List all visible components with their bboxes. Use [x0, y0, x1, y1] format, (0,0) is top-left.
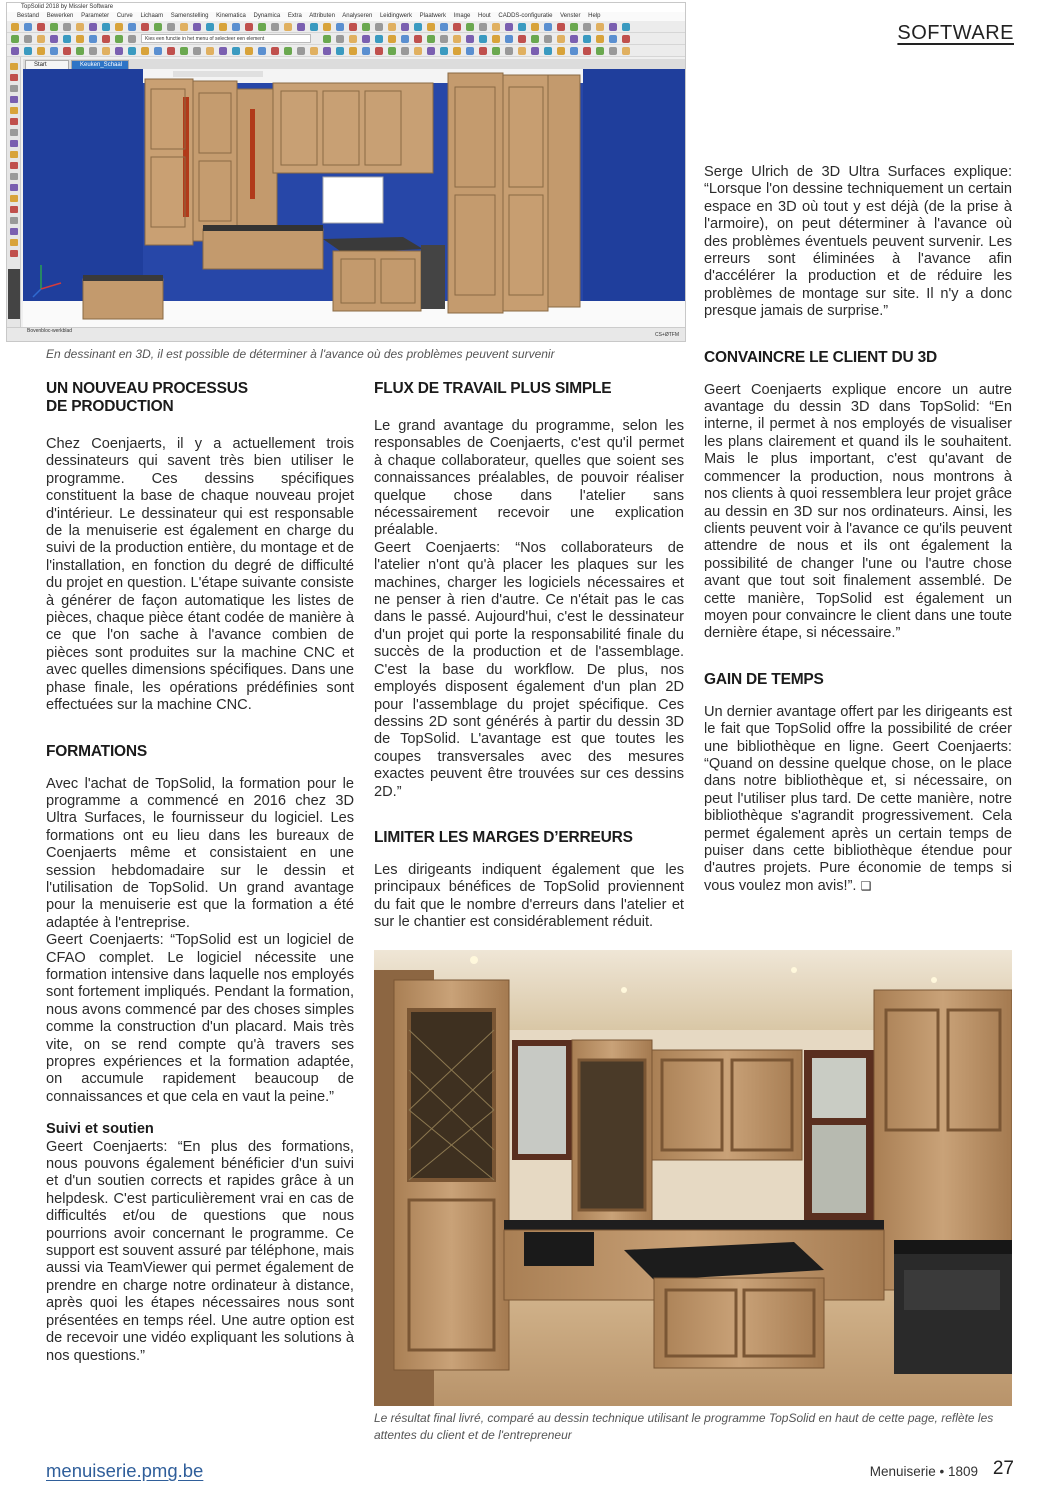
cad-menu-item: Attributen — [309, 13, 335, 19]
cad-menu-item: Samenstelling — [170, 13, 209, 19]
cad-coordinates: CS+ØTFM — [654, 332, 679, 338]
toolbar-icon — [518, 23, 526, 31]
cad-menu-item: Bestand — [17, 13, 40, 19]
toolbar-icon — [375, 47, 383, 55]
toolbar-icon — [115, 35, 123, 43]
toolbar-icon — [128, 35, 136, 43]
heading-convaincre-client: CONVAINCRE LE CLIENT DU 3D — [704, 348, 938, 366]
toolbar-icon — [232, 47, 240, 55]
toolbar-icon — [76, 47, 84, 55]
toolbar-icon — [479, 35, 487, 43]
toolbar-icon — [427, 23, 435, 31]
toolbar-icon — [50, 47, 58, 55]
cad-menu-item: Parameter — [81, 13, 110, 19]
kitchen-photo — [374, 950, 1012, 1406]
cad-menu-item: Analyseren — [342, 13, 373, 19]
cad-toolbar — [7, 45, 685, 57]
cad-toolbar — [7, 33, 685, 45]
toolbar-icon — [544, 47, 552, 55]
toolbar-icon — [193, 47, 201, 55]
toolbar-icon — [349, 35, 357, 43]
toolbar-icon — [440, 47, 448, 55]
paragraph: Avec l'achat de TopSolid, la formation pour le programme a commencé en 2016 chez 3D Ultra Surfaces, le fournisseur du logiciel. Les formations ont eu lieu dans les bureaux de Coenjaerts même et consistaient en une session hebdomadaire sur le dessin et l'utilisation de TopSolid. Un grand avantage pour la menuiserie est que la formation a été adaptée à l'entreprise. — [46, 775, 354, 931]
dock-icon — [10, 129, 18, 136]
toolbar-icon — [570, 23, 578, 31]
toolbar-icon — [401, 35, 409, 43]
toolbar-icon — [89, 35, 97, 43]
heading-nouveau-processus — [46, 380, 354, 416]
dock-icon — [10, 140, 18, 147]
footer-website-link[interactable]: menuiserie.pmg.be — [46, 1460, 204, 1481]
paragraph — [704, 704, 1012, 895]
toolbar-icon — [479, 23, 487, 31]
toolbar-icon — [37, 23, 45, 31]
cad-menu-item: Image — [453, 13, 471, 19]
toolbar-icon — [206, 23, 214, 31]
dock-icon — [10, 96, 18, 103]
toolbar-icon — [362, 47, 370, 55]
toolbar-icon — [284, 47, 292, 55]
cad-menu-item: Extra — [287, 13, 302, 19]
toolbar-icon — [466, 47, 474, 55]
paragraph: Geert Coenjaerts: “En plus des formations, nous pouvons également bénéficier d'un suivi et d'un soutien corrects et rapides grâce à un helpdesk. C'est particulièrement vrai en cas de difficultés et/ou de questions que nous pourrions avoir concernant le programme. Ce support est souvent assuré par téléphone, mais aussi via TeamViewer qui permet également de prendre en charge notre ordinateur à distance, après quoi les étapes nécessaires nous sont présentées en temps réel. Une autre option est de recevoir une vidéo expliquant les solutions à nos questions.” — [46, 1138, 354, 1364]
toolbar-icon — [219, 23, 227, 31]
dock-icon — [10, 85, 18, 92]
toolbar-icon — [440, 23, 448, 31]
toolbar-icon — [50, 23, 58, 31]
paragraph: Les dirigeants indiquent également que les principaux bénéfices de TopSolid proviennent du fait que le nombre d'erreurs dans l'atelier et sur le chantier est considérablement réduit. — [374, 861, 684, 931]
toolbar-icon — [245, 47, 253, 55]
toolbar-icon — [102, 35, 110, 43]
dock-icon — [10, 239, 18, 246]
heading-gain-temps: GAIN DE TEMPS — [704, 670, 824, 688]
cad-screenshot — [6, 2, 686, 342]
caption-photo: Le résultat final livré, comparé au dessin technique utilisant le programme TopSolid en haut de cette page, reflète les attentes du client et de l'entrepreneur — [374, 1411, 994, 1442]
heading-formations: FORMATIONS — [46, 742, 148, 760]
dock-icon — [10, 173, 18, 180]
toolbar-icon — [180, 47, 188, 55]
footer-page-number: 27 — [992, 1458, 1014, 1479]
toolbar-icon — [323, 35, 331, 43]
toolbar-icon — [518, 35, 526, 43]
toolbar-icon — [375, 23, 383, 31]
toolbar-icon — [271, 23, 279, 31]
toolbar-icon — [24, 35, 32, 43]
toolbar-icon — [414, 23, 422, 31]
toolbar-icon — [557, 35, 565, 43]
toolbar-icon — [505, 47, 513, 55]
toolbar-icon — [531, 47, 539, 55]
dock-icon — [10, 107, 18, 114]
toolbar-icon — [596, 47, 604, 55]
toolbar-icon — [349, 47, 357, 55]
toolbar-icon — [583, 47, 591, 55]
cad-menu-item: Help — [588, 13, 601, 19]
footer-magazine-issue: Menuiserie • 1809 — [869, 1464, 978, 1479]
cad-window-title: TopSolid 2018 by Missler Software — [7, 3, 685, 12]
toolbar-icon — [310, 23, 318, 31]
toolbar-icon — [466, 35, 474, 43]
cad-tabs — [23, 59, 685, 69]
toolbar-icon — [349, 23, 357, 31]
toolbar-icon — [388, 35, 396, 43]
dock-icon — [10, 195, 18, 202]
heading-limiter-erreurs: LIMITER LES MARGES D’ERREURS — [374, 828, 633, 846]
toolbar-icon — [492, 47, 500, 55]
toolbar-icon — [609, 23, 617, 31]
dock-icon — [10, 217, 18, 224]
toolbar-icon — [401, 23, 409, 31]
cad-menu-item: Lichaam — [140, 13, 164, 19]
toolbar-icon — [141, 23, 149, 31]
toolbar-icon — [505, 35, 513, 43]
toolbar-icon — [622, 47, 630, 55]
paragraph: Chez Coenjaerts, il y a actuellement trois dessinateurs qui savent très bien utiliser le programme. Ces dessins spécifiques constituent la base de chaque nouveau projet d'intérieur. Le dessinateur qui est responsable de la menuiserie est également en charge du suivi de la production entière, du montage et de l'installation, en fonction du degré de difficulté du projet en question. L'étape suivante consiste à générer de façon automatique les listes de pièces, chaque pièce étant codée de manière à ce que l'on sache à l'avance combien de pièces sont produites sur la machine CNC et avec quelles dimensions spécifiques. Dans une phase finale, les opérations prédéfinies sont effectuées sur la machine CNC. — [46, 436, 354, 714]
toolbar-icon — [609, 47, 617, 55]
toolbar-icon — [362, 23, 370, 31]
toolbar-icon — [453, 23, 461, 31]
toolbar-icon — [24, 23, 32, 31]
toolbar-icon — [609, 35, 617, 43]
dock-icon — [10, 184, 18, 191]
toolbar-icon — [388, 47, 396, 55]
toolbar-icon — [466, 23, 474, 31]
toolbar-icon — [453, 35, 461, 43]
toolbar-icon — [544, 23, 552, 31]
cad-kitchen-model — [23, 69, 685, 327]
paragraph-text: Un dernier avantage offert par les dirigeants est le fait que TopSolid offre la possibilité de créer une bibliothèque en ligne. Geert Coenjaerts: “Quand on dessine quelque chose, on le place dans notre bibliothèque et, si nécessaire, on peut l'utiliser plus tard. De cette manière, notre bibliothèque s'agrandit progressivement. Cela permet également après un certain temps de puiser dans cette bibliothèque étendue pour d'autres projets. Pure économie de temps si vous voulez mon avis!”. — [704, 703, 1013, 894]
paragraph: Geert Coenjaerts explique encore un autre avantage du dessin 3D dans TopSolid: “En interne, il permet à nos employés de visualiser les plans clairement et quand ils le souhaitent. Mais le plus important, c'est qu'avant de commencer la production, nous montrons à nos clients à quoi ressemblera leur projet grâce au dessin en 3D sur nos ordinateurs. Ainsi, les clients peuvent voir à l'avance ce qu'ils peuvent attendre de nous et ils ont également la possibilité de changer l'une ou l'autre chose avant que tout soit finalement assemblé. De cette manière, TopSolid est également un moyen pour convaincre le client dans une toute dernière étape, si nécessaire.” — [704, 381, 1012, 642]
toolbar-icon — [271, 47, 279, 55]
toolbar-icon — [11, 35, 19, 43]
paragraph: Le grand avantage du programme, selon les responsables de Coenjaerts, c'est qu'il permet à chaque collaborateur, quelles que soient ses connaissances préalables, de pouvoir réaliser quelque chose dans l'atelier sans nécessairement recevoir une explication préalable. — [374, 418, 684, 539]
heading-flux-travail: FLUX DE TRAVAIL PLUS SIMPLE — [374, 380, 612, 397]
kitchen-photo-illustration — [374, 950, 1012, 1406]
toolbar-icon — [362, 35, 370, 43]
cad-tab-document: Keuken_Schaal — [71, 60, 129, 69]
dock-icon — [10, 74, 18, 81]
toolbar-icon — [401, 47, 409, 55]
toolbar-icon — [89, 23, 97, 31]
cad-left-dock — [7, 57, 21, 327]
toolbar-icon — [336, 47, 344, 55]
dock-icon — [10, 228, 18, 235]
toolbar-icon — [492, 35, 500, 43]
toolbar-icon — [11, 23, 19, 31]
toolbar-icon — [50, 35, 58, 43]
dock-icon — [10, 151, 18, 158]
section-label: SOFTWARE — [897, 22, 1014, 44]
cad-statusbar — [7, 327, 685, 341]
toolbar-icon — [414, 47, 422, 55]
caption-cad: En dessinant en 3D, il est possible de déterminer à l'avance où des problèmes peuvent survenir — [46, 347, 555, 361]
toolbar-icon — [297, 23, 305, 31]
toolbar-icon — [63, 35, 71, 43]
paragraph: Geert Coenjaerts: “TopSolid est un logiciel de CFAO complet. Le logiciel nécessite une formation intensive dans laquelle nos employés sont fortement impliqués. Pendant la formation, nous avons commencé par des choses simples comme la construction d'un placard. Mais très vite, on se rend compte qu'à travers ses propres expériences et la formation adaptée, on accumule rapidement beaucoup de connaissances et que cela en vaut la peine.” — [46, 932, 354, 1105]
toolbar-icon — [440, 35, 448, 43]
toolbar-icon — [245, 23, 253, 31]
cad-toolbar — [7, 21, 685, 33]
toolbar-icon — [284, 23, 292, 31]
toolbar-icon — [154, 23, 162, 31]
toolbar-icon — [154, 47, 162, 55]
toolbar-icon — [596, 23, 604, 31]
dock-icon — [10, 206, 18, 213]
dock-icon — [10, 63, 18, 70]
toolbar-icon — [115, 47, 123, 55]
toolbar-icon — [141, 47, 149, 55]
dock-icon — [10, 250, 18, 257]
toolbar-icon — [76, 35, 84, 43]
end-mark: ❑ — [860, 878, 872, 893]
toolbar-icon — [518, 47, 526, 55]
toolbar-icon — [622, 35, 630, 43]
dock-icon — [10, 162, 18, 169]
toolbar-icon — [622, 23, 630, 31]
toolbar-icon — [570, 47, 578, 55]
toolbar-icon — [557, 23, 565, 31]
toolbar-icon — [232, 23, 240, 31]
cad-pages-label: Bovenbloc-werkblad — [27, 328, 73, 334]
toolbar-icon — [388, 23, 396, 31]
cad-menubar — [7, 12, 685, 21]
toolbar-icon — [570, 35, 578, 43]
cad-vertical-tab — [8, 269, 20, 319]
toolbar-icon — [414, 35, 422, 43]
toolbar-icon — [89, 47, 97, 55]
cad-menu-item: Hout — [478, 13, 491, 19]
toolbar-icon — [336, 23, 344, 31]
cad-menu-item: Venster — [560, 13, 581, 19]
toolbar-icon — [557, 47, 565, 55]
toolbar-icon — [167, 23, 175, 31]
toolbar-icon — [167, 47, 175, 55]
toolbar-icon — [206, 47, 214, 55]
toolbar-icon — [375, 35, 383, 43]
toolbar-icon — [323, 47, 331, 55]
toolbar-icon — [583, 23, 591, 31]
toolbar-icon — [128, 47, 136, 55]
toolbar-icon — [193, 23, 201, 31]
toolbar-icon — [219, 47, 227, 55]
toolbar-icon — [37, 47, 45, 55]
toolbar-icon — [37, 35, 45, 43]
toolbar-icon — [102, 47, 110, 55]
cad-menu-item: Plaatwerk — [419, 13, 447, 19]
toolbar-icon — [544, 35, 552, 43]
column-3 — [704, 164, 1012, 895]
cad-tab-start-page: Start — [25, 60, 69, 69]
dock-icon — [10, 118, 18, 125]
toolbar-icon — [11, 47, 19, 55]
cad-menu-item: Dynamica — [253, 13, 281, 19]
toolbar-icon — [63, 23, 71, 31]
toolbar-icon — [531, 23, 539, 31]
toolbar-icon — [336, 35, 344, 43]
toolbar-icon — [297, 47, 305, 55]
toolbar-icon — [258, 47, 266, 55]
cad-menu-item: CADDS-configuratie — [498, 13, 553, 19]
toolbar-icon — [115, 23, 123, 31]
toolbar-icon — [596, 35, 604, 43]
cad-viewport — [23, 69, 685, 327]
cad-command-prompt: Kies een functie in het menu of selecteer een element — [141, 34, 311, 43]
toolbar-icon — [453, 47, 461, 55]
paragraph: Geert Coenjaerts: “Nos collaborateurs de l'atelier n'ont qu'à placer les plaques sur les machines, charger les logiciels nécessaires et ne penser à rien d'autre. Ce n'était pas le cas dans le passé. Aujourd'hui, c'est le dessinateur d'un projet qui porte la responsabilité finale du succès de la production et de l'assemblage. C'est la base du workflow. De plus, nos employés disposent également d'un plan 2D pour l'assemblage du projet spécifique. Ces dessins 2D sont générés à partir du dessin 3D de TopSolid. L'avantage est que toutes les coupes transversales avec des mesures exactes peuvent être trouvées sur ces dessins 2D.” — [374, 539, 684, 800]
toolbar-icon — [180, 23, 188, 31]
heading-line: UN NOUVEAU PROCESSUS — [46, 380, 248, 397]
toolbar-icon — [63, 47, 71, 55]
heading-line: DE PRODUCTION — [46, 398, 174, 415]
cad-menu-item: Curve — [116, 13, 133, 19]
toolbar-icon — [427, 35, 435, 43]
toolbar-icon — [531, 35, 539, 43]
toolbar-icon — [258, 23, 266, 31]
toolbar-icon — [323, 23, 331, 31]
toolbar-icon — [310, 47, 318, 55]
column-2 — [374, 380, 684, 932]
toolbar-icon — [128, 23, 136, 31]
toolbar-icon — [505, 23, 513, 31]
toolbar-icon — [479, 47, 487, 55]
toolbar-icon — [76, 23, 84, 31]
paragraph: Serge Ulrich de 3D Ultra Surfaces explique: “Lorsque l'on dessine techniquement un certain espace en 3D où tout y est déjà (de la prise à l'armoire), on peut déterminer à l'avance où des problèmes éventuels peuvent survenir. Les erreurs sont éliminées à l'avance afin d'accélérer la production et de réduire les problèmes de montage sur site. Il n'y a donc presque jamais de surprise.” — [704, 164, 1012, 320]
cad-menu-item: Kinematica — [216, 13, 246, 19]
column-1 — [46, 380, 354, 1365]
toolbar-icon — [24, 47, 32, 55]
subheading-suivi-soutien: Suivi et soutien — [46, 1121, 154, 1138]
toolbar-icon — [583, 35, 591, 43]
toolbar-icon — [427, 47, 435, 55]
cad-menu-item: Leidingwerk — [379, 13, 412, 19]
toolbar-icon — [492, 23, 500, 31]
toolbar-icon — [102, 23, 110, 31]
cad-menu-item: Bewerken — [46, 13, 74, 19]
